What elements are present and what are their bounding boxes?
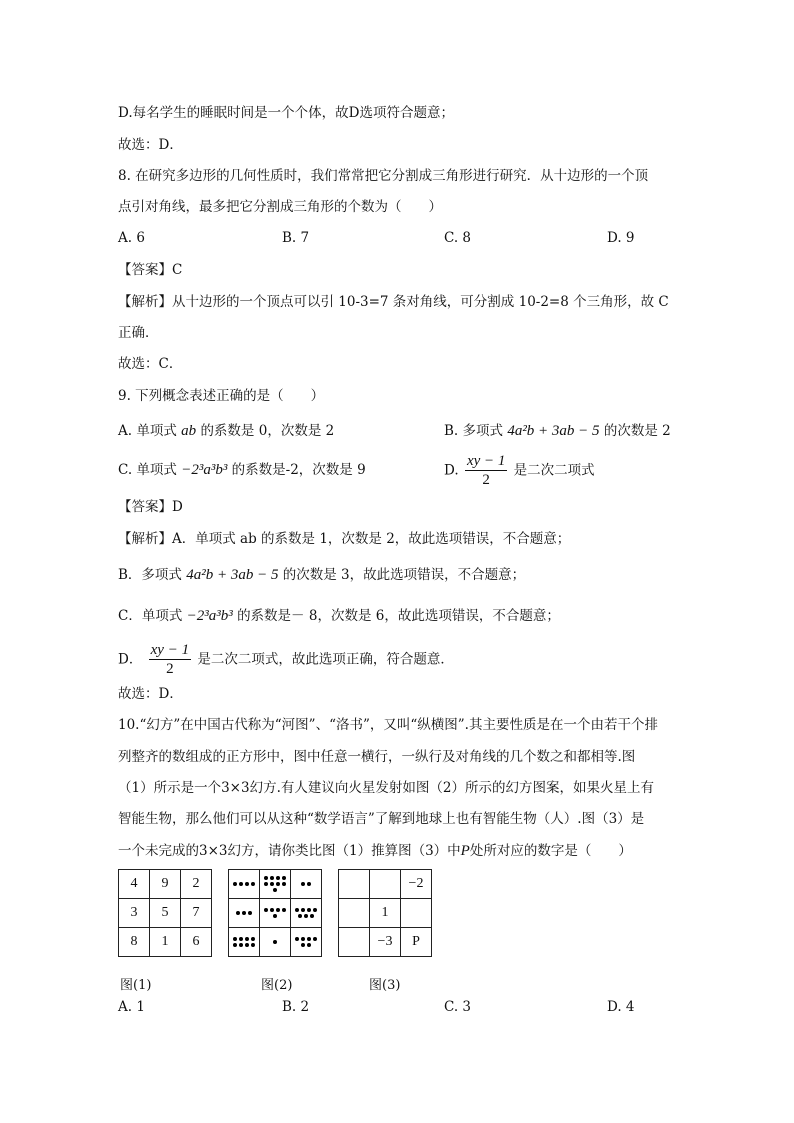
dot-cell <box>229 870 260 899</box>
magic-square-figure-1 <box>118 869 212 957</box>
dot <box>264 876 268 880</box>
dot-cell <box>229 928 260 957</box>
dot-group <box>231 882 257 886</box>
dot <box>233 943 237 947</box>
q10-option-c: C. 3 <box>444 999 472 1015</box>
dot <box>245 882 249 886</box>
square-cell: P <box>401 928 432 957</box>
dot <box>233 937 237 941</box>
q9-d-post: 是二次二项式 <box>513 462 595 479</box>
dot <box>270 876 274 880</box>
square-cell: 1 <box>150 928 181 957</box>
dot <box>295 937 299 941</box>
q9-c-pre: C. 单项式 <box>118 462 177 478</box>
dot <box>273 914 277 918</box>
dot <box>276 882 280 886</box>
dot <box>307 943 311 947</box>
analysis-b-expr: 4a²b + 3ab − 5 <box>186 567 279 583</box>
magic-square-figure-2 <box>228 869 322 957</box>
dot <box>233 882 237 886</box>
square-cell: 5 <box>150 899 181 928</box>
question-10-line <box>118 844 632 859</box>
q9-a-var: ab <box>181 423 197 439</box>
text-line: 故选：D． <box>118 686 183 702</box>
dot <box>276 908 280 912</box>
square-cell: −2 <box>401 870 432 899</box>
dot <box>251 882 255 886</box>
q9-b-post: 的次数是 2 <box>603 423 671 439</box>
q8-option-a: A. 6 <box>118 230 145 246</box>
dot <box>251 943 255 947</box>
dot <box>307 937 311 941</box>
question-10-line: 智能生物，那么他们可以从这种“数学语言”了解到地球上也有智能生物（人）.图（3）是 <box>118 811 645 827</box>
dot <box>242 911 246 915</box>
dot <box>304 914 308 918</box>
figure-caption: 图(1) <box>120 978 152 993</box>
q9-c-post: 的系数是-2，次数是 9 <box>231 462 366 478</box>
fraction-numerator: xy − 1 <box>150 642 190 658</box>
analysis-d-post: 是二次二项式，故此选项正确，符合题意． <box>197 651 454 668</box>
square-cell: 2 <box>181 870 212 899</box>
question-10-line: 列整齐的数组成的正方形中，图中任意一横行，一纵行及对角线的几个数之和都相等.图 <box>118 749 636 765</box>
q10-option-a: A. 1 <box>118 999 145 1015</box>
q8-option-c: C. 8 <box>444 230 472 246</box>
square-cell <box>339 928 370 957</box>
dot <box>239 882 243 886</box>
square-cell: −3 <box>370 928 401 957</box>
q9-d-fraction <box>465 454 507 488</box>
answer-label: 【答案】D <box>118 499 183 515</box>
dot <box>245 943 249 947</box>
analysis-line <box>118 609 560 624</box>
analysis-d-fraction <box>149 643 191 677</box>
analysis-c-expr: −2³a³b³ <box>186 608 233 624</box>
dot <box>273 888 277 892</box>
q9-a-pre: A. 单项式 <box>118 423 177 439</box>
fraction-denominator: 2 <box>482 472 490 488</box>
analysis-b-post: 的次数是 3，故此选项错误，不合题意； <box>282 567 526 583</box>
dot <box>301 943 305 947</box>
dot-group <box>262 876 288 892</box>
dot <box>236 911 240 915</box>
square-cell: 9 <box>150 870 181 899</box>
dot <box>270 882 274 886</box>
question-10-line: （1）所示是一个3×3幻方.有人建议向火星发射如图（2）所示的幻方图案，如果火星上有 <box>118 780 654 796</box>
square-cell <box>401 899 432 928</box>
dot <box>276 876 280 880</box>
q9-b-pre: B. 多项式 <box>444 423 504 439</box>
q10-line5-b: 处所对应的数字是（ ） <box>469 843 632 859</box>
q9-d-pre: D. <box>444 462 459 479</box>
q10-option-d: D. 4 <box>607 999 635 1015</box>
q8-option-d: D. 9 <box>607 230 635 246</box>
dot <box>310 914 314 918</box>
q9-a-post: 的系数是 0，次数是 2 <box>200 423 335 439</box>
dot-cell <box>260 928 291 957</box>
analysis-d-pre: D． <box>118 651 143 668</box>
dot <box>245 937 249 941</box>
dot <box>282 908 286 912</box>
dot-group <box>293 908 319 918</box>
q10-line5-var: P <box>460 843 470 859</box>
dot <box>298 914 302 918</box>
dot <box>301 908 305 912</box>
q10-line5-a: 一个未完成的3×3幻方，请你类比图（1）推算图（3）中 <box>118 843 461 859</box>
text-line: 故选：C． <box>118 356 183 372</box>
analysis-line <box>118 568 525 583</box>
q8-option-b: B. 7 <box>282 230 310 246</box>
question-9-title: 9. 下列概念表述正确的是（ ） <box>118 388 325 404</box>
q10-option-b: B. 2 <box>282 999 310 1015</box>
dot <box>273 940 277 944</box>
dot <box>282 876 286 880</box>
fraction-numerator: xy − 1 <box>466 453 506 469</box>
q9-option-b <box>444 424 671 439</box>
dot <box>282 882 286 886</box>
q9-b-expr: 4a²b + 3ab − 5 <box>507 423 600 439</box>
analysis-c-pre: C．单项式 <box>118 608 183 624</box>
q9-option-a <box>118 424 334 439</box>
analysis-line: 【解析】从十边形的一个顶点可以引 10-3=7 条对角线，可分割成 10-2=8 个三角形，故 C <box>118 294 669 310</box>
dot <box>239 943 243 947</box>
dot-cell <box>260 899 291 928</box>
dot <box>248 911 252 915</box>
square-cell: 3 <box>119 899 150 928</box>
text-line: D.每名学生的睡眠时间是一个个体，故D选项符合题意； <box>118 105 454 121</box>
analysis-line <box>118 643 454 677</box>
dot-cell <box>229 899 260 928</box>
dot-group <box>262 908 288 918</box>
analysis-line: 正确． <box>118 325 159 341</box>
square-cell <box>339 870 370 899</box>
question-10-line: 10.“幻方”在中国古代称为“河图”、“洛书”，又叫“纵横图”.其主要性质是在一个由若干个排 <box>118 717 658 733</box>
analysis-b-pre: B．多项式 <box>118 567 182 583</box>
question-8-line: 8. 在研究多边形的几何性质时，我们常常把它分割成三角形进行研究．从十边形的一个顶 <box>118 168 649 184</box>
dot <box>307 882 311 886</box>
text-line: 故选：D． <box>118 137 183 153</box>
dot-group <box>293 882 319 886</box>
dot <box>251 937 255 941</box>
dot <box>239 937 243 941</box>
square-cell: 8 <box>119 928 150 957</box>
dot-cell <box>260 870 291 899</box>
dot <box>307 908 311 912</box>
dot <box>301 937 305 941</box>
square-cell <box>339 899 370 928</box>
figure-caption: 图(3) <box>369 978 401 993</box>
dot-cell <box>291 870 322 899</box>
dot-group <box>231 937 257 947</box>
square-cell: 1 <box>370 899 401 928</box>
analysis-c-post: 的系数是－ 8，次数是 6，故此选项错误，不合题意； <box>237 608 560 624</box>
q9-option-d <box>444 454 595 488</box>
dot <box>270 908 274 912</box>
dot-group <box>293 937 319 947</box>
square-cell: 7 <box>181 899 212 928</box>
q9-option-c <box>118 463 366 478</box>
answer-label: 【答案】C <box>118 262 183 278</box>
magic-square-figure-3 <box>338 869 432 957</box>
fraction-denominator: 2 <box>166 661 174 677</box>
square-cell: 6 <box>181 928 212 957</box>
dot <box>264 882 268 886</box>
square-cell: 4 <box>119 870 150 899</box>
dot-cell <box>291 928 322 957</box>
q9-c-expr: −2³a³b³ <box>181 462 228 478</box>
analysis-line: 【解析】A．单项式 ab 的系数是 1，次数是 2，故此选项错误，不合题意； <box>118 531 571 547</box>
dot <box>301 882 305 886</box>
figure-caption: 图(2) <box>261 978 293 993</box>
dot-group <box>262 940 288 944</box>
square-cell <box>370 870 401 899</box>
dot-cell <box>291 899 322 928</box>
question-8-line: 点引对角线，最多把它分割成三角形的个数为（ ） <box>118 199 442 215</box>
dot <box>264 908 268 912</box>
dot <box>313 937 317 941</box>
dot-group <box>231 911 257 915</box>
dot <box>295 908 299 912</box>
dot <box>313 908 317 912</box>
